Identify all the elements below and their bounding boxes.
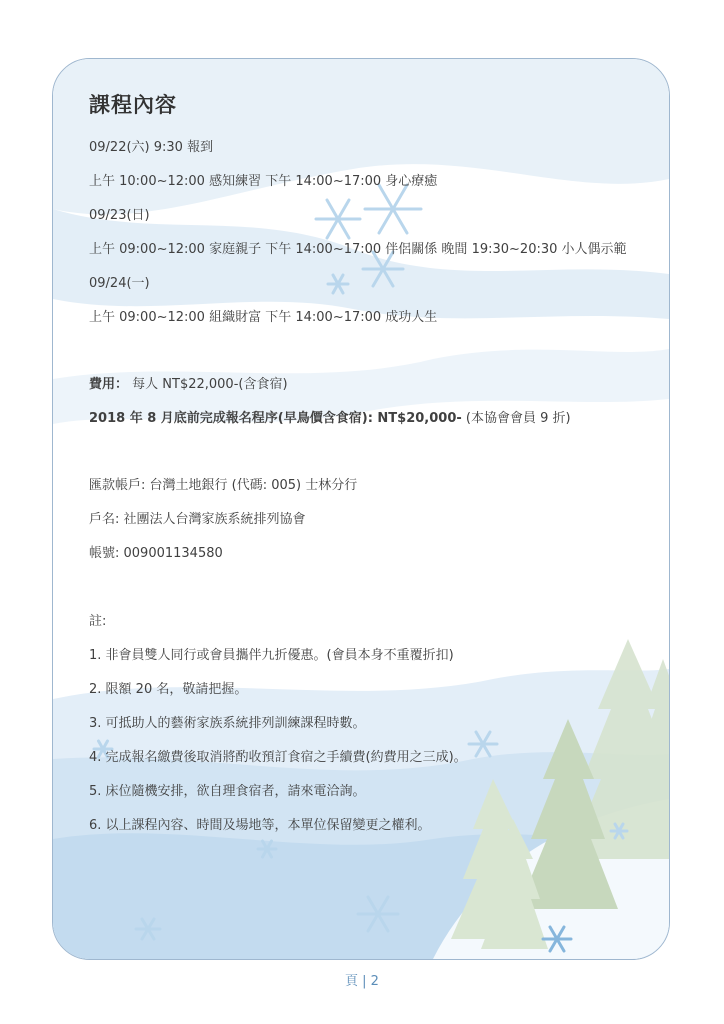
notes-heading: 註: <box>89 614 107 629</box>
spacer <box>89 436 649 469</box>
early-bird-price: 2018 年 8 月底前完成報名程序(早鳥價含食宿): NT$20,000- <box>89 411 462 426</box>
member-discount-note: (本協會會員 9 折) <box>461 411 571 426</box>
fee-value: 每人 NT$22,000-(含食宿) <box>128 377 288 392</box>
day2-sessions: 上午 09:00~12:00 家庭親子 下午 14:00~17:00 伴侶關係 晚間 19:30~20:30 小人偶示範 <box>89 242 627 257</box>
day2-date: 09/23(日) <box>89 208 150 223</box>
fee-line <box>89 368 649 402</box>
day3-date: 09/24(一) <box>89 276 150 291</box>
page-title: 課程內容 <box>89 93 177 117</box>
day1-sessions: 上午 10:00~12:00 感知練習 下午 14:00~17:00 身心療癒 <box>89 174 438 189</box>
spacer <box>89 571 649 605</box>
note-item: 3. 可抵助人的藝術家族系統排列訓練課程時數。 <box>89 716 366 731</box>
note-item: 1. 非會員雙人同行或會員攜伴九折優惠。(會員本身不重覆折扣) <box>89 648 454 663</box>
page-number: 頁 | 2 <box>345 974 379 989</box>
day3-sessions: 上午 09:00~12:00 組織財富 下午 14:00~17:00 成功人生 <box>89 310 438 325</box>
fee-label: 費用： <box>89 377 129 392</box>
note-item: 4. 完成報名繳費後取消將酌收預訂食宿之手續費(約費用之三成)。 <box>89 750 467 765</box>
account-number: 帳號: 009001134580 <box>89 546 223 561</box>
early-bird-line <box>89 402 649 436</box>
spacer <box>89 335 649 368</box>
note-item: 2. 限額 20 名，敬請把握。 <box>89 682 248 697</box>
content <box>89 89 649 843</box>
note-item: 5. 床位隨機安排，欲自理食宿者，請來電洽詢。 <box>89 784 366 799</box>
day1-date: 09/22(六) 9:30 報到 <box>89 140 214 155</box>
account-holder: 戶名: 社團法人台灣家族系統排列協會 <box>89 512 306 527</box>
bank-account: 匯款帳戶: 台灣土地銀行 (代碼: 005) 士林分行 <box>89 478 358 493</box>
page-frame <box>52 58 670 960</box>
note-item: 6. 以上課程內容、時間及場地等，本單位保留變更之權利。 <box>89 818 431 833</box>
